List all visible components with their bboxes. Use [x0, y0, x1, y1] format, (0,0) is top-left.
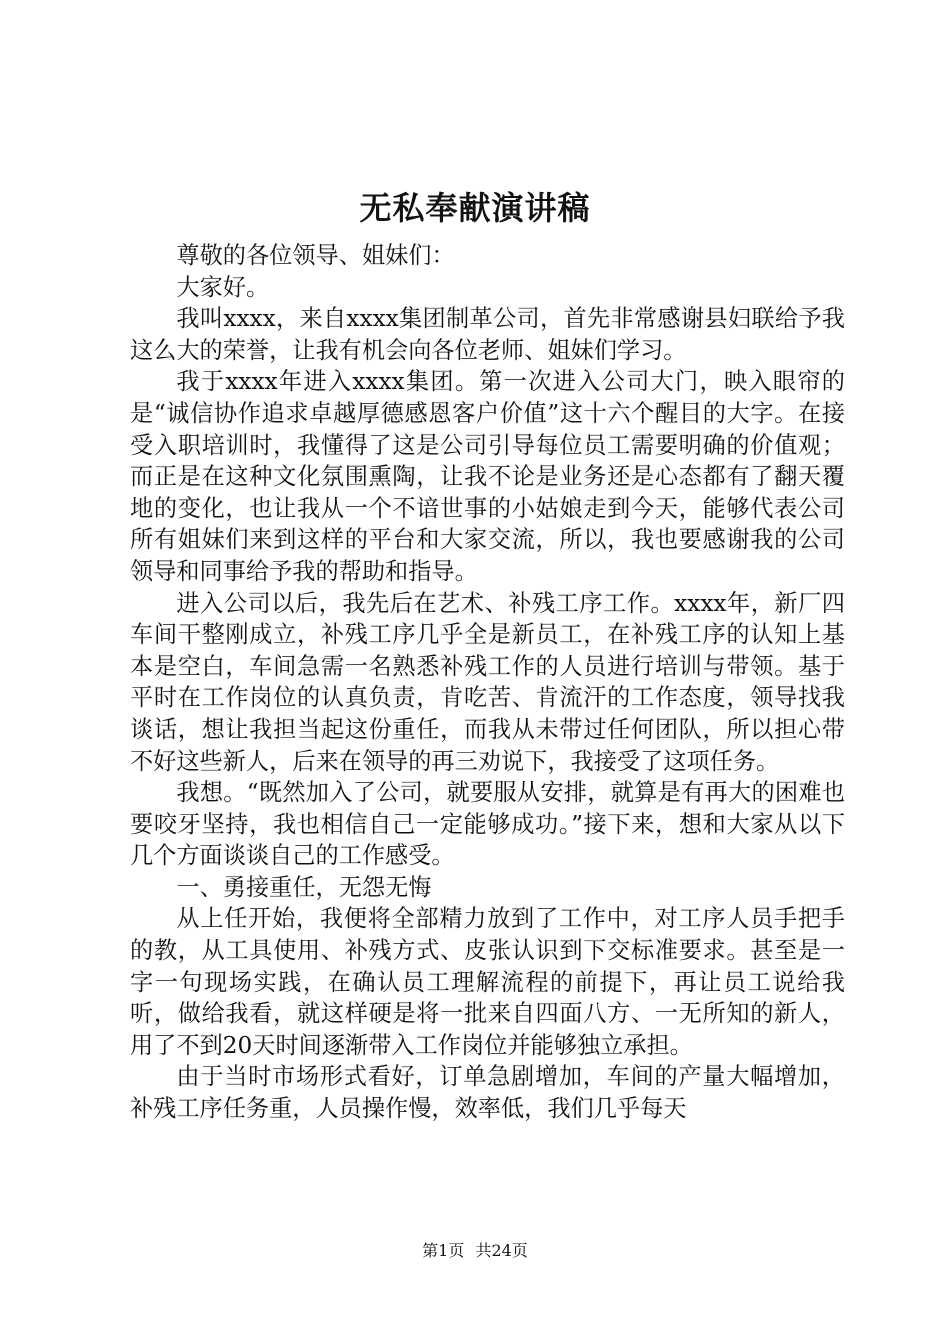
paragraph: 我想。“既然加入了公司，就要服从安排，就算是有再大的困难也要咬牙坚持，我也相信自己一定能够成功。”接下来，想和大家从以下几个方面谈谈自己的工作感受。 — [130, 779, 845, 870]
paragraph: 进入公司以后，我先后在艺术、补残工序工作。xxxx年，新厂四车间干整刚成立，补残工序几乎全是新员工，在补残工序的认知上基本是空白，车间急需一名熟悉补残工作的人员进行培训与带领。基于平时在工作岗位的认真负责，肯吃苦、肯流汗的工作态度，领导找我谈话，想让我担当起这份重任，而我从未带过任何团队，所以担心带不好这些新人，后来在领导的再三劝说下，我接受了这项任务。 — [130, 589, 845, 775]
paragraph: 由于当时市场形式看好，订单急剧增加，车间的产量大幅增加，补残工序任务重，人员操作慢，效率低，我们几乎每天 — [130, 1063, 845, 1123]
page-total: 共24页 — [475, 1241, 528, 1260]
document-body — [130, 240, 845, 1125]
paragraph: 我叫xxxx，来自xxxx集团制革公司，首先非常感谢县妇联给予我这么大的荣誉，让我有机会向各位老师、姐妹们学习。 — [130, 305, 845, 364]
salutation: 尊敬的各位领导、姐妹们： — [176, 242, 455, 269]
page-footer — [0, 1240, 950, 1262]
paragraph: 从上任开始，我便将全部精力放到了工作中，对工序人员手把手的教，从工具使用、补残方式、皮张认识到下交标准要求。甚至是一字一句现场实践，在确认员工理解流程的前提下，再让员工说给我听，做给我看，就这样硬是将一批来自四面八方、一无所知的新人，用了不到20天时间逐渐带入工作岗位并能够独立承担。 — [130, 905, 845, 1059]
document-title: 无私奉献演讲稿 — [359, 189, 591, 227]
paragraph: 我于xxxx年进入xxxx集团。第一次进入公司大门，映入眼帘的是“诚信协作追求卓越厚德感恩客户价值”这十六个醒目的大字。在接受入职培训时，我懂得了这是公司引导每位员工需要明确的价值观；而正是在这种文化氛围熏陶，让我不论是业务还是心态都有了翻天覆地的变化，也让我从一个不谙世事的小姑娘走到今天，能够代表公司所有姐妹们来到这样的平台和大家交流，所以，我也要感谢我的公司领导和同事给予我的帮助和指导。 — [130, 368, 845, 585]
greeting: 大家好。 — [176, 273, 270, 301]
page-number: 第1页 — [422, 1241, 465, 1260]
section-heading: 一、勇接重任，无怨无悔 — [176, 873, 432, 901]
